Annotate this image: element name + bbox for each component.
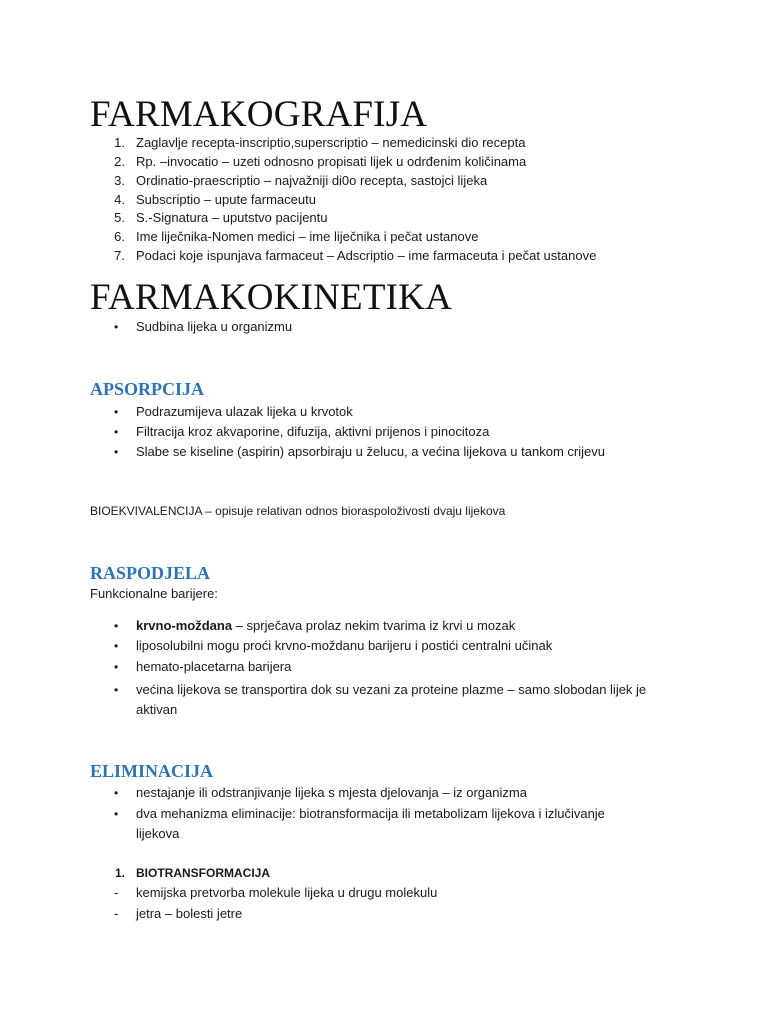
bullet-icon: • [114,425,119,439]
bold-term: krvno-moždana [136,618,233,633]
list-item-text: Rp. –invocatio – uzeti odnosno propisati lijek u odrđenim količinama [136,154,527,169]
subsection-title: BIOTRANSFORMACIJA [136,866,270,880]
bullet-text: liposolubilni mogu proći krvno-moždanu barijeru i postići centralni učinak [136,638,553,653]
list-item-text: Zaglavlje recepta-inscriptio,superscriptio – nemedicinski dio recepta [136,135,526,150]
bullet-text: hemato-placetarna barijera [136,659,292,674]
bullet-text: lijekova [136,826,180,841]
dash-text: jetra – bolesti jetre [136,906,243,921]
heading-farmakografija: FARMAKOGRAFIJA [90,94,428,135]
raspodjela-intro: Funkcionalne barijere: [90,586,218,601]
heading-eliminacija: ELIMINACIJA [90,761,214,781]
bullet-icon: • [114,807,119,821]
dash-icon: - [114,906,119,921]
list-item-text: Ordinatio-praescriptio – najvažniji di0o recepta, sastojci lijeka [136,173,488,188]
bullet-text: nestajanje ili odstranjivanje lijeka s mjesta djelovanja – iz organizma [136,785,527,800]
bullet-icon: • [114,660,119,674]
list-item-text: Podaci koje ispunjava farmaceut – Adscriptio – ime farmaceuta i pečat ustanove [136,248,597,263]
bullet-icon: • [114,619,119,633]
bullet-icon: • [114,320,119,334]
bullet-text: Slabe se kiseline (aspirin) apsorbiraju u želucu, a većina lijekova u tankom crijevu [136,444,605,459]
heading-raspodjela: RASPODJELA [90,563,211,583]
heading-apsorpcija: APSORPCIJA [90,379,205,399]
heading-farmakokinetika: FARMAKOKINETIKA [90,277,453,318]
bullet-text: aktivan [136,702,178,717]
bullet-icon: • [114,683,119,697]
bullet-icon: • [114,639,119,653]
list-item-text: Subscriptio – upute farmaceutu [136,192,316,207]
bullet-icon: • [114,405,119,419]
bullet-text: Sudbina lijeka u organizmu [136,319,293,334]
dash-icon: - [114,885,119,900]
list-item-text: S.-Signatura – uputstvo pacijentu [136,210,328,225]
bioekvivalencija-note: BIOEKVIVALENCIJA – opisuje relativan odnos bioraspoloživosti dvaju lijekova [90,504,506,518]
bullet-text: – sprječava prolaz nekim tvarima iz krvi u mozak [232,618,516,633]
bullet-text: većina lijekova se transportira dok su vezani za proteine plazme – samo slobodan lijek je [136,682,647,697]
dash-text: kemijska pretvorba molekule lijeka u drugu molekulu [136,885,438,900]
list-item-text: Ime liječnika-Nomen medici – ime liječnika i pečat ustanove [136,229,479,244]
bullet-text: Podrazumijeva ulazak lijeka u krvotok [136,404,353,419]
bullet-text: Filtracija kroz akvaporine, difuzija, aktivni prijenos i pinocitoza [136,424,490,439]
bullet-icon: • [114,445,119,459]
bullet-text: dva mehanizma eliminacije: biotransformacija ili metabolizam lijekova i izlučivanje [136,806,605,821]
bullet-icon: • [114,786,119,800]
